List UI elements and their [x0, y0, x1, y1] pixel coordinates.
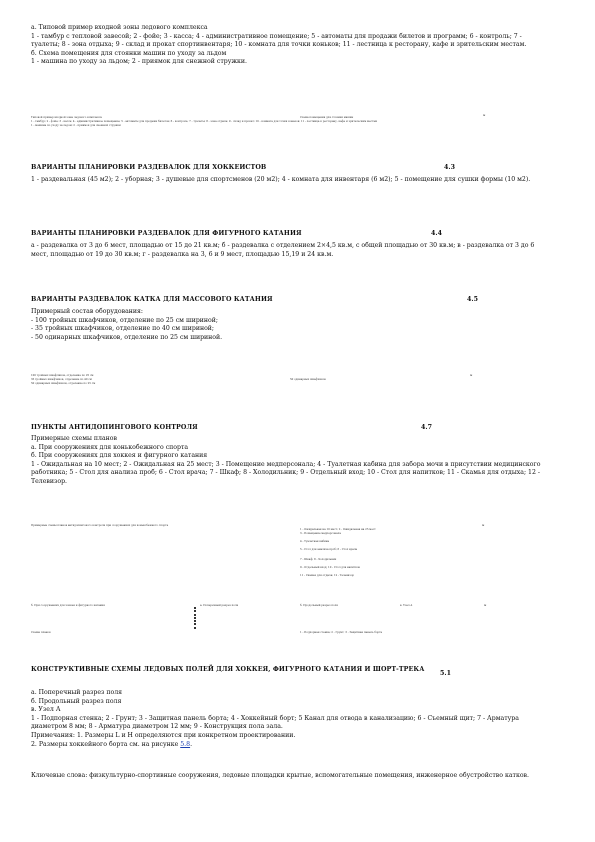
- figure-text: 1 - тамбур; 2 - фойе; 3 - касса; 4 - административное помещение; 5 - автоматы для продажи билетов; 6 - контроль; 7 - туалеты; 8 - зона отдыха; 9 - склад и прокат; 10 - комната для точки коньков; 11 - лестница к ресторану, кафе и зрительским местам: [31, 120, 378, 123]
- intro-caption-b: б. Схема помещения для стоянки машин по уходу за льдом: [31, 49, 227, 57]
- scale-mark: м: [482, 523, 485, 527]
- section-text: б. При сооружениях для хоккея и фигурного катания: [31, 452, 208, 460]
- section-text: - 50 одинарных шкафчиков, отделение по 25 см шириной.: [31, 333, 223, 341]
- section-text: а. При сооружениях для конькобежного спорта: [31, 443, 189, 451]
- figure-text: 1 - Ожидальная на 10 мест; 2 - Ожидальная на 25 мест: [300, 528, 376, 531]
- figure-text: 50 одинарных шкафчиков, отделение по 25 см: [31, 382, 96, 385]
- section-title: ВАРИАНТЫ ПЛАНИРОВКИ РАЗДЕВАЛОК ДЛЯ ХОККЕИСТОВ: [31, 164, 267, 171]
- section-text: а - раздевалка от 3 до 6 мест, площадью от 15 до 21 кв.м; б - раздевалка с отделением 2×4,5 кв.м, с общей площадью от 30 кв.м; в - раздевалка от 3 до 6 мест, площадью от 19 до 30 кв.м; г - раздевалка на 3, 6 и 9 мест, площадью 15,19 и 24 кв.м.: [31, 242, 535, 258]
- figure-text: 1 - машина по уходу за льдом; 2 - приямок для снежной стружки: [31, 124, 121, 127]
- figure-text: 100 тройных шкафчиков, отделение по 25 см: [31, 374, 94, 377]
- figure-text: 4 - Туалетная кабина: [300, 540, 330, 543]
- figure-text: Схема помещения для стоянки машин: [300, 116, 354, 119]
- figure-text: 1 - Подпорная стенка; 2 - Грунт; 3 - Защитная панель борта: [300, 631, 383, 634]
- figure-text: Типовой пример входной зоны ледового комплекса: [31, 116, 102, 119]
- scale-mark: м: [484, 603, 487, 607]
- scale-mark: м: [483, 113, 486, 117]
- figure-text: 5 - Стол для анализа проб; 6 - Стол врача: [300, 548, 358, 551]
- section-body: [31, 435, 551, 487]
- section-text: 1 - раздевальная (45 м2); 2 - уборная; 3 - душевые для спортсменов (20 м2); 4 - комната для инвентаря (6 м2); 5 - помещение для сушки формы (10 м2).: [31, 176, 531, 183]
- figure-text: 11 - Скамья для отдыха; 12 - Телевизор: [300, 574, 355, 577]
- section-number: 4.7: [421, 424, 432, 431]
- section-body: [31, 176, 551, 185]
- section-body: [31, 242, 551, 259]
- scale-mark: м: [470, 373, 473, 377]
- section-number: 4.4: [431, 230, 442, 237]
- intro-legend-a: 1 - тамбур с тепловой завесой; 2 - фойе; 3 - касса; 4 - административное помещение; 5 - автоматы для продажи билетов и программ; 6 - контроль; 7 - туалеты; 8 - зона отдыха; 9 - склад и прокат спортинвентаря; 10 - комната для точки коньков; 11 - лестница к ресторану, кафе и зрительским местам.: [31, 32, 527, 49]
- figure-text: б. При сооружениях для хоккея и фигурного катания: [31, 604, 105, 607]
- figure-text: а. Поперечный разрез поля: [200, 604, 239, 607]
- figure-text: 3 - Помещение медперсонала: [300, 532, 341, 535]
- figure-text: Примерные схемы планов антидопингового контроля при сооружениях для конькобежного спорта: [31, 524, 169, 527]
- section-number: 5.1: [440, 670, 451, 677]
- intro-block: [31, 24, 551, 67]
- section-number: 4.5: [467, 296, 478, 303]
- note-text: 2. Размеры хоккейного борта см. на рисунке: [31, 740, 181, 748]
- section-title: ВАРИАНТЫ ПЛАНИРОВКИ РАЗДЕВАЛОК ДЛЯ ФИГУРНОГО КАТАНИЯ: [31, 230, 302, 237]
- dot-column: [194, 607, 197, 630]
- section-text: 1 - Подпорная стенка; 2 - Грунт; 3 - Защитная панель борта; 4 - Хоккейный борт; 5 Канал для отвода в канализацию; 6 - Съемный щит; 7 - Арматура диаметром 8 мм; 8 - Арматура диаметром 12 мм; 9 - Конструкция пола зала.: [31, 714, 519, 731]
- intro-legend-b: 1 - машина по уходу за льдом; 2 - приямок для снежной стружки.: [31, 58, 248, 66]
- section-note: [31, 741, 551, 750]
- figure-text: 50 одинарных шкафчиков: [290, 378, 326, 381]
- section-body: [31, 689, 551, 749]
- figure-text: Схемы планов: [31, 631, 51, 634]
- intro-caption-a: а. Типовой пример входной зоны ледового комплекса: [31, 24, 208, 31]
- figure-text: 35 тройных шкафчиков, отделение по 40 см: [31, 378, 92, 381]
- section-text: а. Поперечный разрез поля: [31, 689, 123, 696]
- note-text: .: [190, 740, 193, 748]
- section-text: в. Узел А: [31, 706, 61, 714]
- keywords-text: Ключевые слова: физкультурно-спортивные сооружения, ледовые площадки крытые, вспомогательные помещения, инженерное обустройство катков.: [31, 772, 529, 779]
- section-text: Примерные схемы планов: [31, 435, 117, 442]
- figure-link[interactable]: 5.8: [180, 740, 191, 748]
- section-text: Примерный состав оборудования:: [31, 308, 143, 315]
- section-text: 1 - Ожидальная на 10 мест; 2 - Ожидальная на 25 мест; 3 - Помещение медперсонала; 4 - Туалетная кабина для забора мочи в присутствии медицинского работника; 5 - Стол для анализа проб; 6 - Стол врача; 7 - Шкаф; 8 - Холодильник; 9 - Отдельный вход; 10 - Стол для напитков; 11 - Скамья для отдыха; 12 - Телевизор.: [31, 460, 541, 485]
- section-title: ВАРИАНТЫ РАЗДЕВАЛОК КАТКА ДЛЯ МАССОВОГО КАТАНИЯ: [31, 296, 273, 303]
- section-body: [31, 308, 551, 342]
- section-text: б. Продольный разрез поля: [31, 697, 122, 705]
- section-text: - 100 тройных шкафчиков, отделение по 25 см шириной;: [31, 316, 218, 324]
- figure-text: 7 - Шкаф; 8 - Холодильник: [300, 558, 337, 561]
- section-text: Примечания: 1. Размеры L и H определяются при конкретном проектировании.: [31, 731, 296, 739]
- section-title: ПУНКТЫ АНТИДОПИНГОВОГО КОНТРОЛЯ: [31, 424, 198, 431]
- figure-text: б. Продольный разрез поля: [300, 604, 338, 607]
- figure-text: 9 - Отдельный вход; 10 - Стол для напитков: [300, 566, 360, 569]
- section-title: КОНСТРУКТИВНЫЕ СХЕМЫ ЛЕДОВЫХ ПОЛЕЙ ДЛЯ ХОККЕЯ, ФИГУРНОГО КАТАНИЯ И ШОРТ-ТРЕКА: [31, 666, 425, 673]
- section-number: 4.3: [444, 164, 455, 171]
- keywords: [31, 772, 551, 781]
- section-text: - 35 тройных шкафчиков, отделение по 40 см шириной;: [31, 325, 215, 333]
- figure-text: в. Узел А: [400, 604, 413, 607]
